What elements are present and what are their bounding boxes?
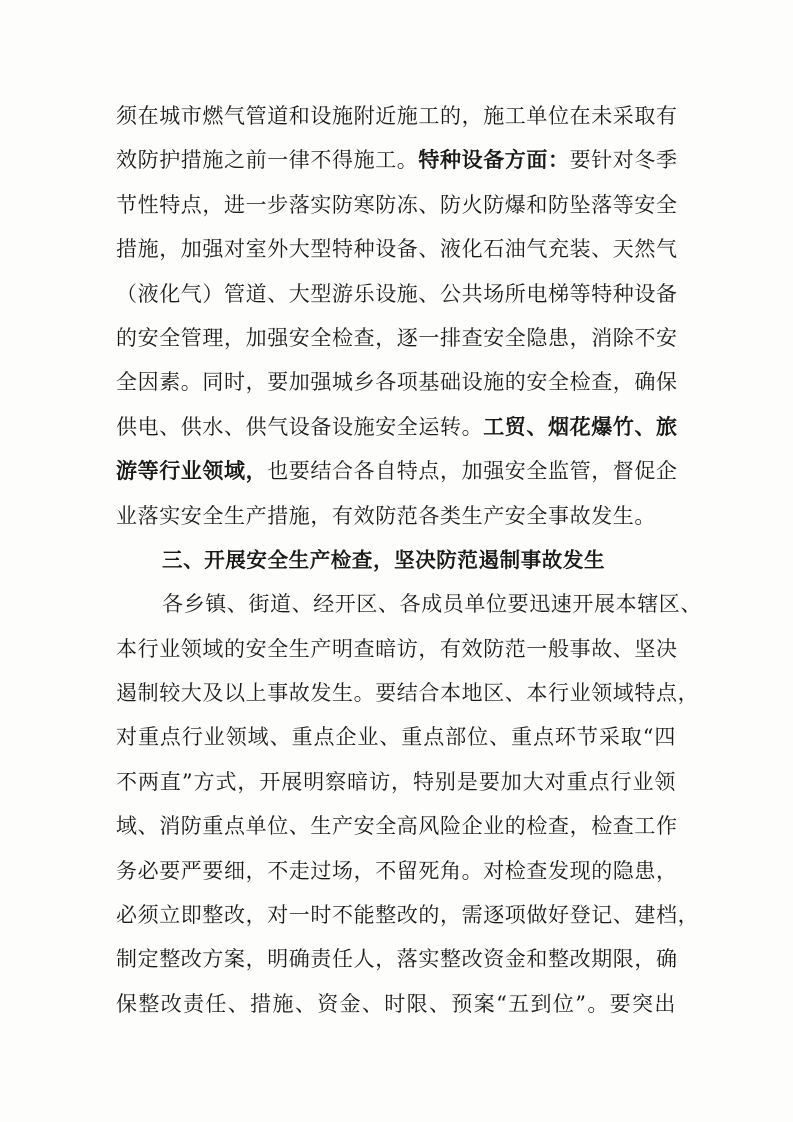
text-line: 的安全管理，加强安全检查，逐一排查安全隐患，消除不安 (116, 325, 678, 350)
text-line: 务必要严要细，不走过场，不留死角。对检查发现的隐患， (116, 858, 678, 883)
text-line: 业落实安全生产措施，有效防范各类生产安全事故发生。 (116, 503, 656, 528)
text-line: 各乡镇、街道、经开区、各成员单位要迅速开展本辖区、 (162, 592, 702, 617)
text-line: 须在城市燃气管道和设施附近施工的，施工单位在未采取有 (116, 104, 678, 128)
bold-phrase: 游等行业领域， (116, 459, 268, 484)
text-line: 不两直”方式，开展明察暗访，特别是要加大对重点行业领 (116, 769, 676, 794)
text-line: 本行业领域的安全生产明查暗访，有效防范一般事故、坚决 (116, 636, 678, 661)
text-segment: 要针对冬季 (569, 148, 678, 173)
text-line: 必须立即整改，对一时不能整改的，需逐项做好登记、建档， (116, 903, 700, 928)
text-line: 全因素。同时，要加强城乡各项基础设施的安全检查，确保 (116, 370, 678, 395)
text-line (116, 138, 676, 182)
text-line (116, 449, 676, 493)
text-line: 制定整改方案，明确责任人，落实整改资金和整改期限，确 (116, 947, 678, 972)
text-segment: 供电、供水、供气设备设施安全运转。 (116, 414, 484, 439)
text-line: （液化气）管道、大型游乐设施、公共场所电梯等特种设备 (116, 281, 678, 306)
bold-phrase: 特种设备方面： (418, 148, 570, 173)
text-line: 对重点行业领域、重点企业、重点部位、重点环节采取“四 (116, 725, 676, 750)
body-text (116, 94, 702, 1026)
text-line (116, 405, 676, 449)
text-line: 节性特点，进一步落实防寒防冻、防火防爆和防坠落等安全 (116, 192, 678, 217)
text-line: 遏制较大及以上事故发生。要结合本地区、本行业领域特点， (116, 681, 700, 706)
bold-phrase: 工贸、烟花爆竹、旅 (483, 414, 678, 439)
text-line: 保整改责任、措施、资金、时限、预案“五到位”。要突出 (116, 991, 676, 1016)
text-line: 域、消防重点单位、生产安全高风险企业的检查，检查工作 (116, 814, 678, 839)
text-segment: 效防护措施之前一律不得施工。 (116, 148, 419, 173)
text-segment: 也要结合各自特点，加强安全监管，督促企 (267, 459, 678, 484)
text-line: 措施，加强对室外大型特种设备、液化石油气充装、天然气 (116, 237, 678, 262)
section-heading: 三、开展安全生产检查，坚决防范遏制事故发生 (162, 547, 606, 572)
